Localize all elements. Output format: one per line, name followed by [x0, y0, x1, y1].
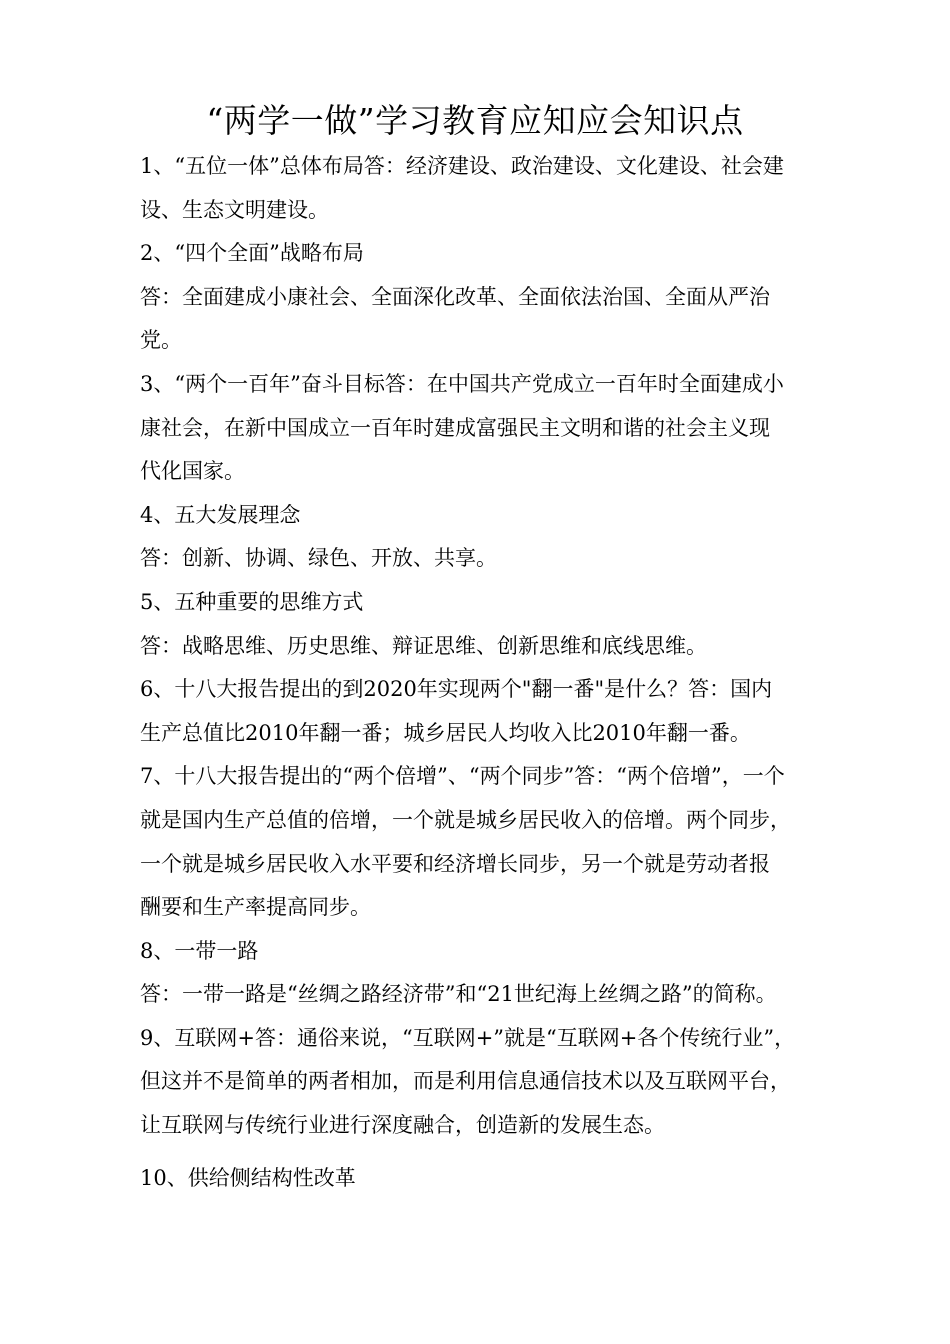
text-line: 1、“五位一体”总体布局答：经济建设、政治建设、文化建设、社会建 [140, 154, 784, 178]
text-line: 代化国家。 [140, 459, 245, 484]
text-line: 答：一带一路是“丝绸之路经济带”和“21世纪海上丝绸之路”的简称。 [140, 982, 777, 1007]
document-title: “两学一做”学习教育应知应会知识点 [206, 101, 744, 140]
text-line: 9、互联网+答：通俗来说，“互联网+”就是“互联网+各个传统行业”， [140, 1025, 796, 1050]
text-line: 答：战略思维、历史思维、辩证思维、创新思维和底线思维。 [140, 633, 707, 658]
text-line: 党。 [140, 328, 182, 353]
text-line: 4、五大发展理念 [140, 502, 301, 527]
text-line: 2、“四个全面”战略布局 [140, 241, 364, 266]
text-line: 但这并不是简单的两者相加，而是利用信息通信技术以及互联网平台， [140, 1069, 791, 1094]
text-line: 设、生态文明建设。 [140, 197, 329, 222]
text-line: 5、五种重要的思维方式 [140, 589, 364, 614]
text-line: 酬要和生产率提高同步。 [140, 895, 371, 920]
text-line: 答：创新、协调、绿色、开放、共享。 [140, 546, 497, 571]
text-line: 3、“两个一百年”奋斗目标答：在中国共产党成立一百年时全面建成小 [140, 371, 784, 396]
text-line: 康社会，在新中国成立一百年时建成富强民主文明和谐的社会主义现 [140, 415, 770, 440]
text-line: 7、十八大报告提出的“两个倍增”、“两个同步”答：“两个倍增”，一个 [140, 764, 785, 789]
text-line: 10、供给侧结构性改革 [140, 1165, 356, 1190]
text-line: 6、十八大报告提出的到2020年实现两个"翻一番"是什么？答：国内 [140, 677, 773, 702]
text-line: 答：全面建成小康社会、全面深化改革、全面依法治国、全面从严治 [140, 284, 770, 309]
text-line: 就是国内生产总值的倍增，一个就是城乡居民收入的倍增。两个同步， [140, 807, 791, 832]
text-line: 一个就是城乡居民收入水平要和经济增长同步，另一个就是劳动者报 [140, 851, 770, 876]
text-line: 生产总值比2010年翻一番；城乡居民人均收入比2010年翻一番。 [140, 720, 751, 745]
text-line: 8、一带一路 [140, 938, 259, 963]
document-body [140, 145, 830, 1200]
text-line: 让互联网与传统行业进行深度融合，创造新的发展生态。 [140, 1113, 665, 1138]
